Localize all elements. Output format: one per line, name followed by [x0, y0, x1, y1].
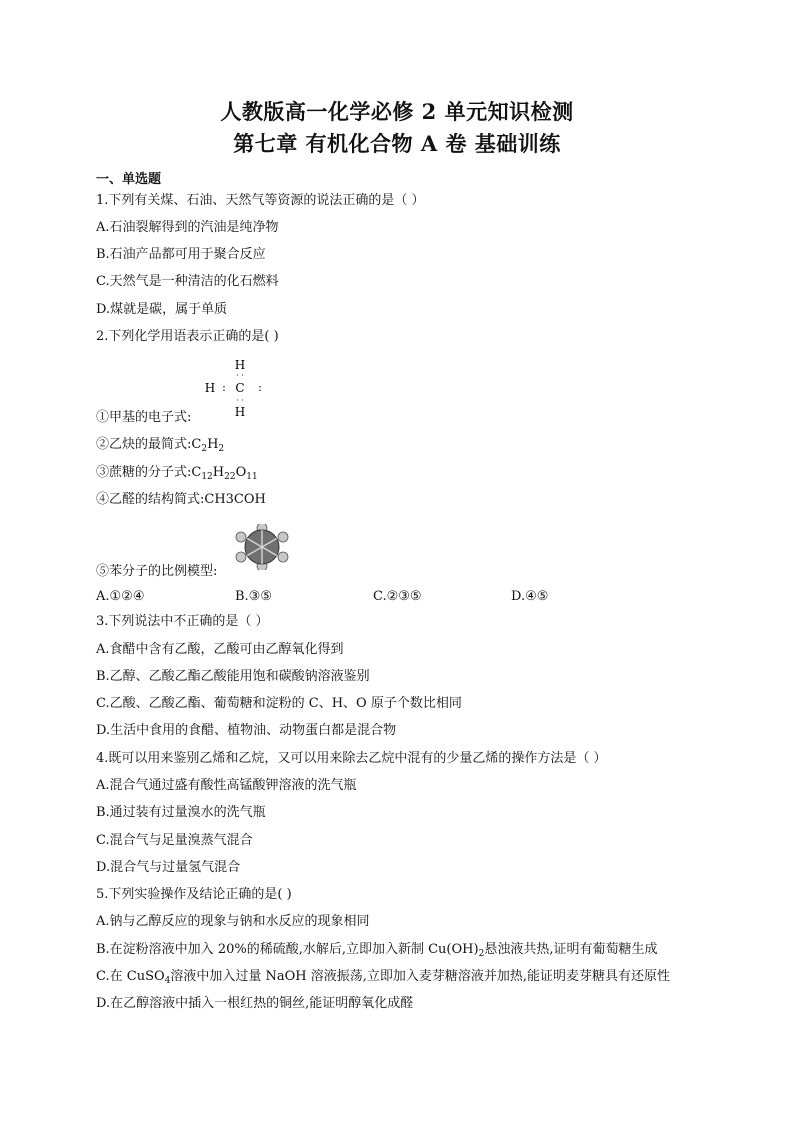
q5-option-b: B.在淀粉溶液中加入 20%的稀硫酸,水解后,立即加入新制 $Cu(OH)_2$悬浊液共热,证明有葡萄糖生成 [96, 942, 658, 959]
q1-option-a: A.石油裂解得到的汽油是纯净物 [96, 220, 279, 235]
q2-item-1: ①甲基的电子式: [96, 410, 192, 425]
q1-option-c: C.天然气是一种清洁的化石燃料 [96, 274, 279, 289]
lewis-h-top: H [234, 358, 246, 372]
q2-item-4: ④乙醛的结构简式:CH3COH [96, 492, 266, 507]
q5-stem: 5.下列实验操作及结论正确的是( ) [96, 887, 292, 902]
q2-item-3: ③蔗糖的分子式$:C_{12}H_{22}O_{11}$ [96, 465, 258, 482]
q2-stem: 2.下列化学用语表示正确的是( ) [96, 329, 279, 344]
lewis-colon-left: : [222, 381, 226, 394]
q2-item-5: ⑤苯分子的比例模型: [96, 564, 218, 579]
q4-option-a: A.混合气通过盛有酸性高锰酸钾溶液的洗气瓶 [96, 778, 357, 793]
lewis-colon-right: : [258, 381, 262, 394]
q5-option-c: C.在 CuSO$_4$溶液中加入过量 NaOH 溶液振荡,立即加入麦芽糖溶液并加热,能证明麦芽糖具有还原性 [96, 969, 671, 986]
lewis-h-bottom: H [234, 405, 246, 419]
title-line-2: 第七章 有机化合物 A 卷 基础训练 [233, 131, 561, 156]
q4-option-c: C.混合气与足量溴蒸气混合 [96, 833, 253, 848]
benzene-space-filling-model [234, 524, 290, 570]
lewis-c: C [235, 381, 245, 395]
lewis-dots-bottom: · · [236, 396, 244, 405]
q3-option-c: C.乙酸、乙酸乙酯、葡萄糖和淀粉的 C、H、O 原子个数比相同 [96, 696, 462, 711]
q2-options [96, 589, 716, 605]
q2-option-b: B.③⑤ [235, 589, 272, 604]
q2-item-2: ②乙炔的最简式$:C_2H_2$ [96, 437, 225, 454]
q2-option-a: A.①②④ [96, 589, 145, 604]
title-line-1: 人教版高一化学必修 2 单元知识检测 [220, 99, 574, 124]
q4-option-b: B.通过装有过量溴水的洗气瓶 [96, 805, 266, 820]
q5-option-a: A.钠与乙醇反应的现象与钠和水反应的现象相同 [96, 914, 370, 929]
q4-stem: 4.既可以用来鉴别乙烯和乙烷，又可以用来除去乙烷中混有的少量乙烯的操作方法是（ ） [96, 751, 607, 766]
lewis-h-left: H [204, 381, 216, 395]
q5-option-d: D.在乙醇溶液中插入一根红热的铜丝,能证明醇氧化成醛 [96, 996, 414, 1011]
q1-stem: 1.下列有关煤、石油、天然气等资源的说法正确的是（ ） [96, 193, 425, 208]
q2-option-c: C.②③⑤ [373, 589, 422, 604]
q1-option-b: B.石油产品都可用于聚合反应 [96, 247, 266, 262]
q3-option-b: B.乙醇、乙酸乙酯乙酸能用饱和碳酸钠溶液鉴别 [96, 669, 370, 684]
lewis-dots-top: · · [236, 371, 244, 380]
section-heading: 一、单选题 [96, 172, 162, 187]
q3-option-a: A.食醋中含有乙酸，乙酸可由乙醇氧化得到 [96, 642, 344, 657]
q4-option-d: D.混合气与过量氢气混合 [96, 860, 241, 875]
q1-option-d: D.煤就是碳，属于单质 [96, 302, 228, 317]
q3-stem: 3.下列说法中不正确的是（ ） [96, 614, 269, 629]
q2-option-d: D.④⑤ [511, 589, 549, 604]
methyl-electron-formula [204, 357, 274, 419]
q3-option-d: D.生活中食用的食醋、植物油、动物蛋白都是混合物 [96, 723, 397, 738]
